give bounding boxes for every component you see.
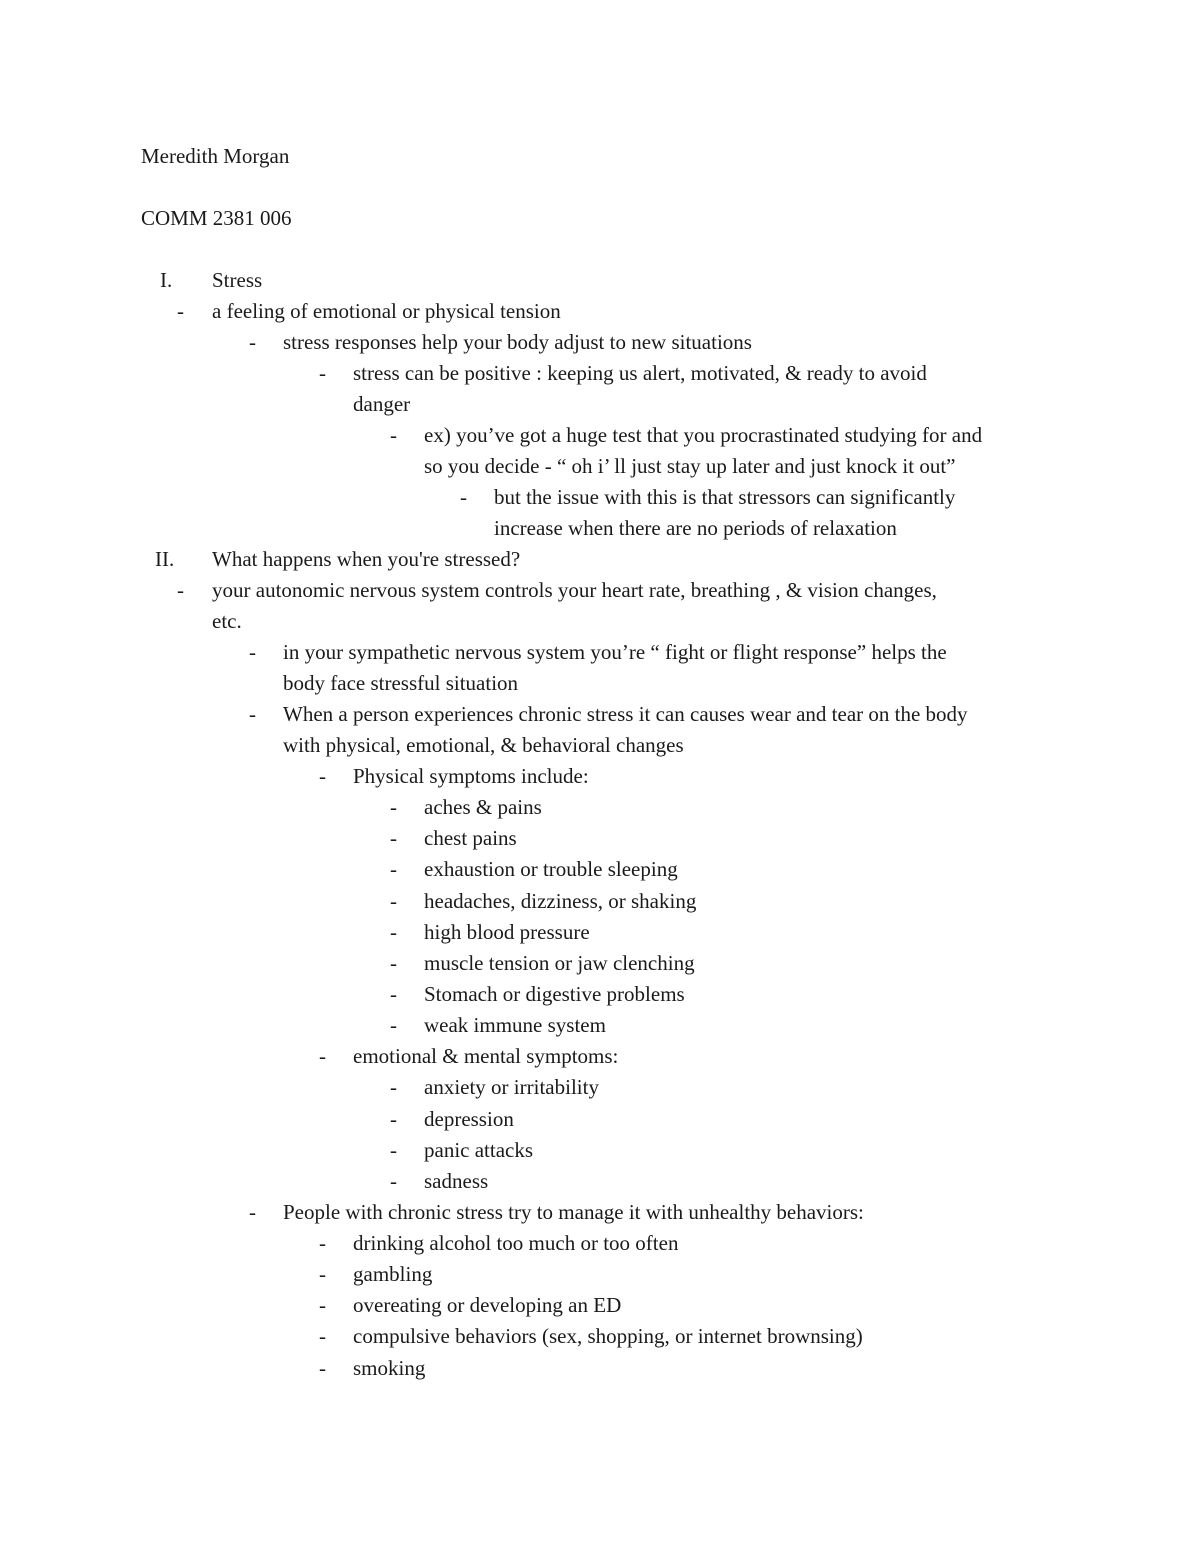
list-item: anxiety or irritability	[424, 1075, 599, 1099]
bullet-dash: -	[319, 1262, 326, 1286]
outline-item: When a person experiences chronic stress it can causes wear and tear on the body	[283, 702, 968, 726]
bullet-dash: -	[177, 578, 184, 602]
bullet-dash: -	[249, 640, 256, 664]
outline-item-continued: so you decide - “ oh i’ ll just stay up later and just knock it out”	[424, 454, 956, 478]
list-item: aches & pains	[424, 795, 542, 819]
physical-symptoms-header: Physical symptoms include:	[353, 764, 589, 788]
list-item: Stomach or digestive problems	[424, 982, 685, 1006]
bullet-dash: -	[177, 299, 184, 323]
outline-item-continued: danger	[353, 392, 411, 416]
list-item: sadness	[424, 1169, 489, 1193]
outline-item: stress can be positive : keeping us alert, motivated, & ready to avoid	[353, 361, 927, 385]
bullet-dash: -	[390, 1107, 397, 1131]
list-item: weak immune system	[424, 1013, 606, 1037]
list-item: compulsive behaviors (sex, shopping, or internet brownsing)	[353, 1324, 863, 1348]
list-item: smoking	[353, 1356, 426, 1380]
bullet-dash: -	[390, 1169, 397, 1193]
list-item: exhaustion or trouble sleeping	[424, 857, 678, 881]
author-name: Meredith Morgan	[141, 144, 290, 168]
outline-item: your autonomic nervous system controls your heart rate, breathing , & vision changes,	[212, 578, 937, 602]
outline-item: ex) you’ve got a huge test that you procrastinated studying for and	[424, 423, 983, 447]
bullet-dash: -	[319, 361, 326, 385]
list-item: drinking alcohol too much or too often	[353, 1231, 679, 1255]
bullet-dash: -	[319, 764, 326, 788]
section-title: What happens when you're stressed?	[212, 547, 521, 571]
bullet-dash: -	[390, 982, 397, 1006]
bullet-dash: -	[460, 485, 467, 509]
emotional-symptoms-header: emotional & mental symptoms:	[353, 1044, 619, 1068]
list-item: chest pains	[424, 826, 517, 850]
outline-item: but the issue with this is that stressors can significantly	[494, 485, 956, 509]
unhealthy-behaviors-header: People with chronic stress try to manage it with unhealthy behaviors:	[283, 1200, 864, 1224]
section-numeral: II.	[155, 547, 175, 571]
course-code: COMM 2381 006	[141, 206, 292, 230]
list-item: muscle tension or jaw clenching	[424, 951, 695, 975]
bullet-dash: -	[390, 423, 397, 447]
outline-item-continued: with physical, emotional, & behavioral changes	[283, 733, 684, 757]
bullet-dash: -	[319, 1044, 326, 1068]
outline-item: stress responses help your body adjust to new situations	[283, 330, 752, 354]
bullet-dash: -	[390, 795, 397, 819]
list-item: high blood pressure	[424, 920, 590, 944]
list-item: headaches, dizziness, or shaking	[424, 889, 697, 913]
bullet-dash: -	[390, 826, 397, 850]
list-item: panic attacks	[424, 1138, 534, 1162]
outline-item-continued: body face stressful situation	[283, 671, 519, 695]
bullet-dash: -	[390, 857, 397, 881]
bullet-dash: -	[319, 1356, 326, 1380]
bullet-dash: -	[390, 920, 397, 944]
bullet-dash: -	[390, 951, 397, 975]
list-item: depression	[424, 1107, 514, 1131]
section-title: Stress	[212, 268, 263, 292]
list-item: gambling	[353, 1262, 433, 1286]
bullet-dash: -	[249, 702, 256, 726]
bullet-dash: -	[249, 330, 256, 354]
section-numeral: I.	[160, 268, 173, 292]
outline-item-continued: increase when there are no periods of relaxation	[494, 516, 897, 540]
bullet-dash: -	[390, 1075, 397, 1099]
bullet-dash: -	[249, 1200, 256, 1224]
list-item: overeating or developing an ED	[353, 1293, 622, 1317]
bullet-dash: -	[319, 1231, 326, 1255]
bullet-dash: -	[390, 889, 397, 913]
bullet-dash: -	[390, 1013, 397, 1037]
outline-item-continued: etc.	[212, 609, 242, 633]
bullet-dash: -	[390, 1138, 397, 1162]
outline-item: in your sympathetic nervous system you’re “ fight or flight response” helps the	[283, 640, 947, 664]
outline-item: a feeling of emotional or physical tension	[212, 299, 561, 323]
bullet-dash: -	[319, 1293, 326, 1317]
bullet-dash: -	[319, 1324, 326, 1348]
